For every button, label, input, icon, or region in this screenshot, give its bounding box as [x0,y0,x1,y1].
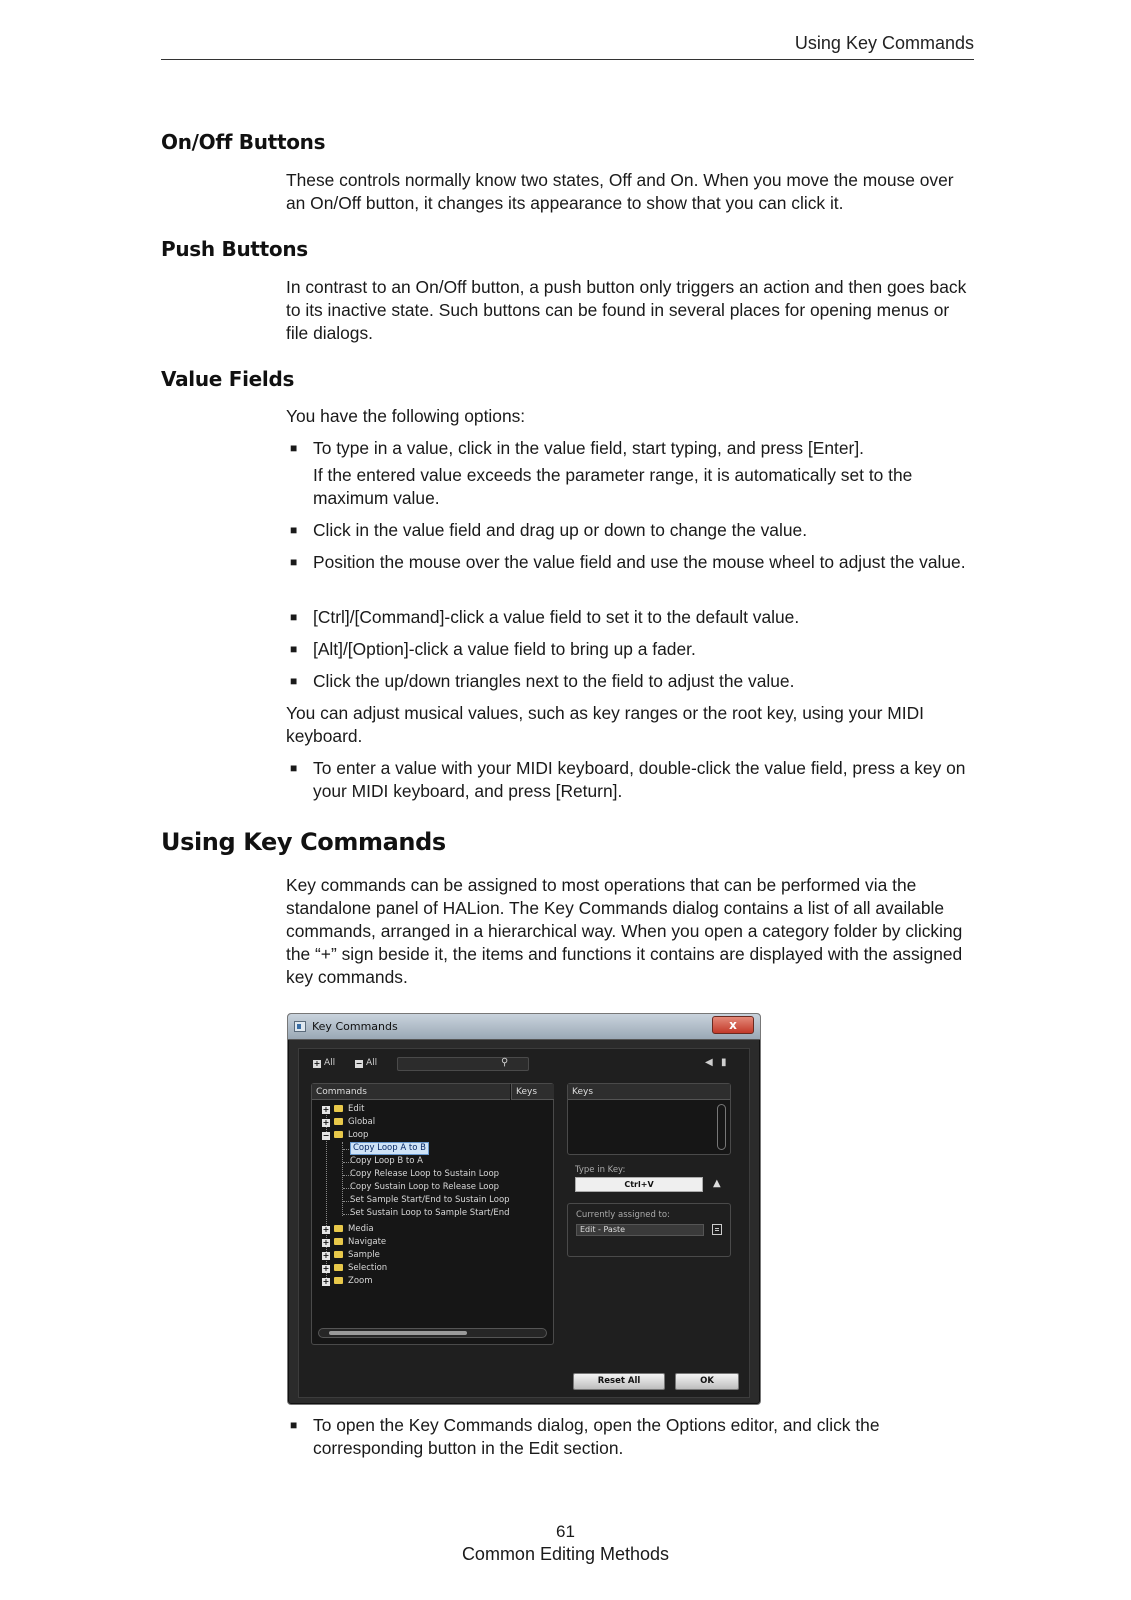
collapse-all-button[interactable]: − All [355,1058,378,1068]
tree-item[interactable]: Copy Loop B to A [350,1156,423,1166]
folder-icon [334,1118,343,1125]
list-item: ■ To type in a value, click in the value field, start typing, and press [Enter]. [290,438,864,458]
column-header-commands[interactable]: Commands [312,1084,510,1100]
heading-value-fields: Value Fields [161,367,295,391]
expand-icon[interactable]: + [322,1277,330,1286]
type-in-key-field[interactable]: Ctrl+V [575,1177,703,1192]
heading-using-key-commands: Using Key Commands [161,828,446,856]
key-commands-dialog [287,1013,761,1405]
close-button[interactable]: x [712,1016,754,1034]
tree-folder-zoom[interactable]: + Zoom [322,1276,373,1286]
bullet-icon: ■ [290,761,298,775]
keys-list-panel [567,1083,731,1155]
tree-item[interactable]: Copy Release Loop to Sustain Loop [350,1169,500,1179]
dialog-content [298,1048,750,1398]
tree-folder-edit[interactable]: + Edit [322,1104,365,1114]
tree-item[interactable]: Set Sustain Loop to Sample Start/End [350,1208,510,1218]
folder-icon [334,1105,343,1112]
folder-icon [334,1264,343,1271]
bullet-icon: ■ [290,523,298,537]
tree-folder-selection[interactable]: + Selection [322,1263,388,1273]
list-item: ■ [Alt]/[Option]-click a value field to bring up a fader. [290,639,696,659]
paragraph-midi: You can adjust musical values, such as key ranges or the root key, using your MIDI keyboard. [286,703,924,746]
dialog-title: Key Commands [312,1020,398,1033]
back-arrow-icon[interactable]: ◀ [705,1057,713,1068]
ok-button[interactable]: OK [675,1373,739,1390]
heading-onoff-buttons: On/Off Buttons [161,130,326,154]
folder-icon [334,1225,343,1232]
horizontal-scrollbar[interactable] [318,1328,547,1338]
collapse-icon[interactable]: − [322,1131,330,1140]
paragraph-key-commands: Key commands can be assigned to most operations that can be performed via the standalone panel of HALion. The Key Commands dialog contains a list of all available commands, arranged in a hierarchical way. When you open a category folder by clicking the “+” sign beside it, the items and functions it contains are displayed with the assigned key commands. [286,875,963,987]
expand-icon[interactable]: + [322,1264,330,1273]
list-item: ■ Position the mouse over the value field and use the mouse wheel to adjust the value. [290,552,966,572]
heading-push-buttons: Push Buttons [161,237,308,261]
list-item-note: If the entered value exceeds the parameter range, it is automatically set to the maximum value. [313,465,913,508]
type-in-key-label: Type in Key: [575,1165,626,1175]
folder-icon [334,1238,343,1245]
binoculars-icon[interactable]: ⚲ [501,1057,509,1068]
footer-chapter-title: Common Editing Methods [461,1544,670,1564]
list-item: ■ Click in the value field and drag up or down to change the value. [290,520,808,540]
expand-icon[interactable]: + [322,1238,330,1247]
tree-folder-global[interactable]: + Global [322,1117,376,1127]
tree-folder-sample[interactable]: + Sample [322,1250,380,1260]
tree-connector [342,1142,343,1216]
expand-icon[interactable]: + [322,1105,330,1114]
bullet-icon: ■ [290,1418,298,1432]
tree-folder-loop[interactable]: − Loop [322,1130,369,1140]
running-header-title: Using Key Commands [794,33,974,53]
scrollbar-thumb[interactable] [329,1331,467,1335]
bullet-icon: ■ [290,674,298,688]
tree-item[interactable]: Copy Sustain Loop to Release Loop [350,1182,500,1192]
expand-icon[interactable]: + [322,1118,330,1127]
commands-tree-panel [311,1083,554,1345]
tree-folder-media[interactable]: + Media [322,1224,374,1234]
dialog-toolbar [307,1055,743,1077]
bullet-icon: ■ [290,555,298,569]
vertical-scrollbar[interactable] [717,1104,726,1150]
minus-icon: − [355,1059,363,1068]
folder-icon [334,1251,343,1258]
assign-arrow-icon[interactable]: ▲ [713,1178,721,1189]
bullet-icon: ■ [290,642,298,656]
tree-item[interactable]: Set Sample Start/End to Sustain Loop [350,1195,510,1205]
page-header [161,30,974,60]
tree-folder-navigate[interactable]: + Navigate [322,1237,387,1247]
list-item: ■ Click the up/down triangles next to the field to adjust the value. [290,671,795,691]
currently-assigned-group [567,1203,731,1257]
show-assignment-icon[interactable] [712,1224,722,1235]
bullet-icon: ■ [290,441,298,455]
trash-icon[interactable]: ▮ [721,1057,727,1068]
folder-icon [334,1131,343,1138]
list-item: ■ To open the Key Commands dialog, open the Options editor, and click the corresponding button in the Edit section. [290,1415,880,1458]
currently-assigned-value: Edit - Paste [576,1224,704,1236]
tree-item-selected[interactable]: Copy Loop A to B [350,1142,429,1155]
app-icon [294,1021,306,1032]
plus-icon: + [313,1059,321,1068]
page-number: 61 [556,1522,575,1541]
expand-icon[interactable]: + [322,1251,330,1260]
currently-assigned-label: Currently assigned to: [576,1210,670,1220]
list-item: ■ [Ctrl]/[Command]-click a value field to set it to the default value. [290,607,800,627]
keys-panel-header: Keys [568,1084,730,1100]
paragraph-value-intro: You have the following options: [286,406,526,426]
folder-icon [334,1277,343,1284]
search-input[interactable] [397,1057,529,1071]
expand-all-button[interactable]: + All [313,1058,336,1068]
paragraph-onoff: These controls normally know two states, Off and On. When you move the mouse over an On/Off button, it changes its appearance to show that you can click it. [286,170,954,213]
reset-all-button[interactable]: Reset All [573,1373,665,1390]
column-header-keys[interactable]: Keys [511,1084,554,1100]
dialog-titlebar [288,1014,760,1040]
bullet-icon: ■ [290,610,298,624]
list-item: ■ To enter a value with your MIDI keyboard, double-click the value field, press a key on your MIDI keyboard, and press [Return]. [290,758,966,801]
paragraph-push: In contrast to an On/Off button, a push button only triggers an action and then goes back to its inactive state. Such buttons can be found in several places for opening menus or file dialogs. [286,277,967,343]
expand-icon[interactable]: + [322,1225,330,1234]
